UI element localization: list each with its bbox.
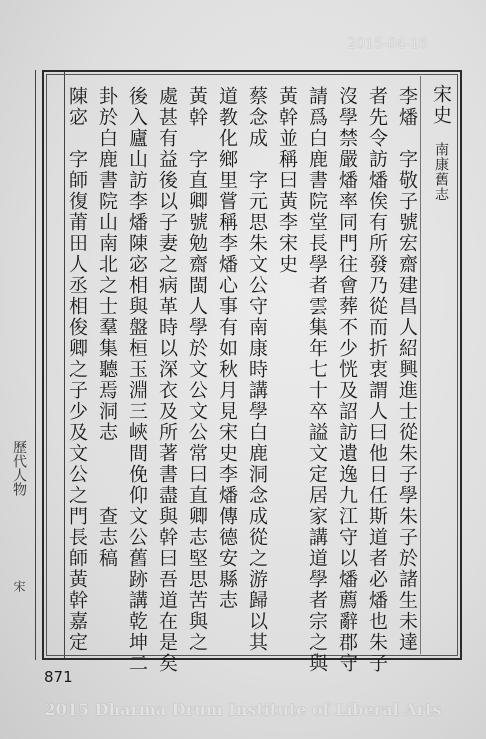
spine-title: 歷代人物 (11, 440, 27, 496)
text-column-10: 後入廬山訪李燔陳宓相與盤桓玉淵三峽間俛仰文公舊跡講乾坤二 (126, 86, 148, 674)
scan-date-stamp: 2015-04-16 (347, 36, 428, 52)
spine-label (0, 80, 34, 640)
text-column-6: 蔡念成 字元思朱文公守南康時講學白鹿洞念成從之游歸以其 (246, 86, 268, 653)
text-column-7: 道教化鄉里嘗稱李燔心事有如秋月見宋史李燔傳德安縣志 (216, 86, 238, 611)
text-column-1: 李燔 字敬子號宏齋建昌人紹興進士從朱子學朱子於諸生未達 (396, 86, 418, 653)
text-column-3: 沒學禁嚴燔率同門往會葬不少恍及詔訪遺逸九江守以燔薦辭郡守 (336, 86, 358, 674)
header-volume: 南康舊志 (433, 142, 449, 202)
text-column-9: 處甚有益後以子妻之病革時以深衣及所著書盡與幹曰吾道在是矣 (156, 86, 178, 674)
text-column-11: 卦於白鹿書院山南北之士羣集聽焉洞志 查志稿 (96, 86, 118, 569)
text-column-12: 陳宓 字師復莆田人丞相俊卿之子少及文公之門長師黃幹嘉定 (66, 86, 88, 653)
spine-tag: 宋 (12, 580, 26, 592)
header-column (426, 84, 456, 202)
page-number: 871 (44, 668, 73, 686)
text-column-2: 者先令訪燔俟有所發乃從而折衷謂人曰他日任斯道者必燔也朱子 (366, 86, 388, 674)
text-column-5: 黃幹並稱曰黃李宋史 (276, 86, 298, 275)
text-column-4: 請爲白鹿書院堂長學者雲集年七十卒謚文定居家講道學者宗之與 (306, 86, 328, 674)
watermark-footer: 2015 Dharma Drum Institute of Liberal Arts (44, 700, 442, 719)
text-column-8: 黃幹 字直卿號勉齋閩人學於文公文公常曰直卿志堅思苦與之 (186, 86, 208, 653)
header-book: 宋史 (430, 84, 452, 126)
